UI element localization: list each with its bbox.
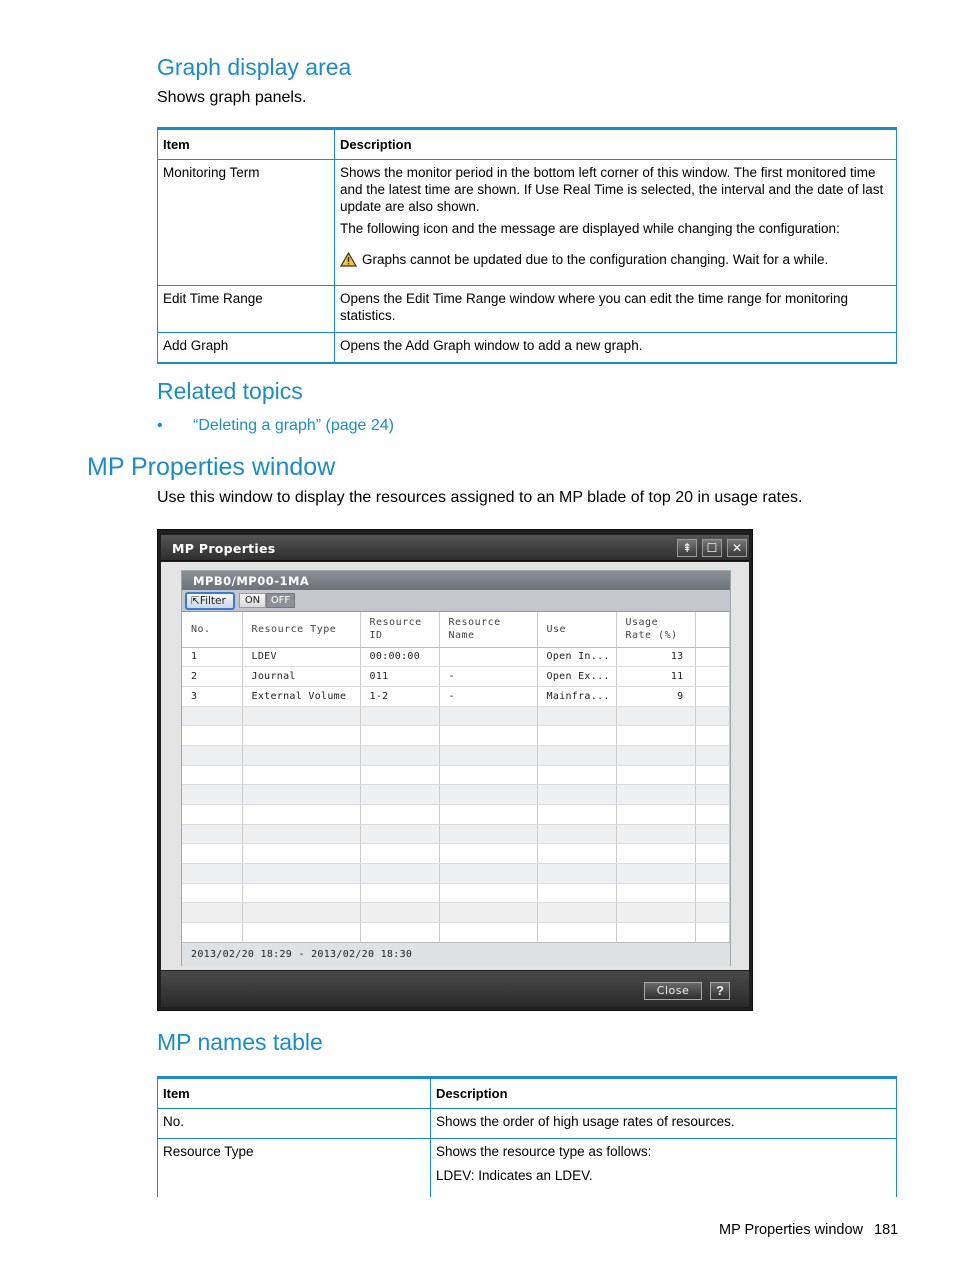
- empty-table-row: [182, 864, 730, 884]
- row-item: Resource Type: [158, 1139, 431, 1197]
- filter-button[interactable]: [185, 592, 235, 610]
- column-header-description: Description: [431, 1078, 897, 1109]
- empty-table-row: [182, 726, 730, 746]
- panel-title: MPB0/MP00-1MA: [182, 571, 730, 590]
- graph-area-table: [157, 127, 897, 364]
- empty-table-row: [182, 745, 730, 765]
- table-row[interactable]: 1 LDEV 00:00:00 Open In... 13: [182, 647, 730, 667]
- close-button[interactable]: Close: [644, 982, 702, 1000]
- description-text: Shows the monitor period in the bottom left corner of this window. The first monitored time and the latest time are shown. If Use Real Time is selected, the interval and the date of last update are also shown.: [340, 165, 884, 214]
- window-title-bar: [161, 535, 749, 561]
- table-row[interactable]: 3 External Volume 1-2 - Mainfra... 9: [182, 686, 730, 706]
- filter-icon: ⇱: [191, 595, 200, 607]
- empty-table-row: [182, 785, 730, 805]
- table-header-row: [158, 1078, 897, 1109]
- row-description: [335, 160, 897, 286]
- filter-label: Filter: [199, 595, 226, 607]
- column-header-resource-name[interactable]: Resource Name: [439, 612, 537, 647]
- monitoring-period: 2013/02/20 18:29 - 2013/02/20 18:30: [182, 942, 730, 966]
- help-button[interactable]: ?: [710, 982, 730, 1000]
- warning-line: [340, 251, 891, 268]
- page-number: 181: [874, 1222, 899, 1238]
- table-row: [158, 1139, 897, 1197]
- description-text: LDEV: Indicates an LDEV.: [436, 1168, 593, 1183]
- resource-panel: [181, 570, 731, 966]
- maximize-icon[interactable]: ☐: [702, 539, 722, 557]
- mp-properties-intro: Use this window to display the resources assigned to an MP blade of top 20 in usage rates.: [157, 489, 803, 506]
- empty-table-row: [182, 805, 730, 825]
- row-description: Shows the order of high usage rates of resources.: [431, 1109, 897, 1139]
- row-item: Edit Time Range: [158, 286, 335, 333]
- row-item: No.: [158, 1109, 431, 1139]
- mp-names-table: [157, 1076, 897, 1197]
- column-header-spacer: [695, 612, 730, 647]
- close-icon[interactable]: ✕: [727, 539, 747, 557]
- resource-table-header: [182, 612, 730, 647]
- empty-table-row: [182, 903, 730, 923]
- filter-bar: [182, 590, 730, 612]
- column-header-resource-type[interactable]: Resource Type: [242, 612, 360, 647]
- footer-section-name: MP Properties window: [719, 1222, 863, 1238]
- column-header-resource-id[interactable]: Resource ID: [360, 612, 439, 647]
- related-topic-item: [157, 417, 394, 435]
- window-body: [161, 562, 749, 970]
- empty-table-row: [182, 844, 730, 864]
- table-row: [158, 286, 897, 333]
- filter-off-toggle[interactable]: OFF: [266, 593, 295, 608]
- table-header-row: [158, 129, 897, 160]
- resource-table: [182, 612, 730, 943]
- window-title: MP Properties: [172, 541, 276, 556]
- table-row[interactable]: 2 Journal 011 - Open Ex... 11: [182, 667, 730, 687]
- section-heading-related-topics: Related topics: [157, 378, 303, 404]
- bullet: •: [157, 417, 163, 434]
- graph-area-intro: Shows graph panels.: [157, 89, 307, 106]
- column-header-no[interactable]: No.: [182, 612, 242, 647]
- empty-table-row: [182, 824, 730, 844]
- row-description: [431, 1139, 897, 1197]
- empty-table-row: [182, 883, 730, 903]
- page-title: MP Properties window: [87, 453, 336, 481]
- column-header-description: Description: [335, 129, 897, 160]
- column-header-item: Item: [158, 1078, 431, 1109]
- filter-on-toggle[interactable]: ON: [239, 593, 266, 608]
- window-footer: [161, 971, 749, 1007]
- table-row: [158, 160, 897, 286]
- table-row: [158, 333, 897, 363]
- row-description: Opens the Add Graph window to add a new graph.: [335, 333, 897, 363]
- section-heading-mp-names-table: MP names table: [157, 1029, 323, 1055]
- pin-icon[interactable]: ⇞: [677, 539, 697, 557]
- mp-properties-screenshot: [157, 529, 753, 1011]
- warning-text: Graphs cannot be updated due to the configuration changing. Wait for a while.: [362, 252, 829, 267]
- warning-icon: [340, 252, 357, 267]
- column-header-use[interactable]: Use: [537, 612, 616, 647]
- description-text: Shows the resource type as follows:: [436, 1144, 652, 1159]
- row-item: Monitoring Term: [158, 160, 335, 286]
- row-item: Add Graph: [158, 333, 335, 363]
- column-header-item: Item: [158, 129, 335, 160]
- column-header-usage-rate[interactable]: Usage Rate (%): [616, 612, 695, 647]
- related-topic-link[interactable]: “Deleting a graph” (page 24): [193, 417, 395, 434]
- empty-table-row: [182, 923, 730, 943]
- row-description: Opens the Edit Time Range window where you can edit the time range for monitoring statistics.: [335, 286, 897, 333]
- empty-table-row: [182, 706, 730, 726]
- table-row: [158, 1109, 897, 1139]
- section-heading-graph-display-area: Graph display area: [157, 54, 352, 80]
- description-text: The following icon and the message are displayed while changing the configuration:: [340, 221, 840, 236]
- empty-table-row: [182, 765, 730, 785]
